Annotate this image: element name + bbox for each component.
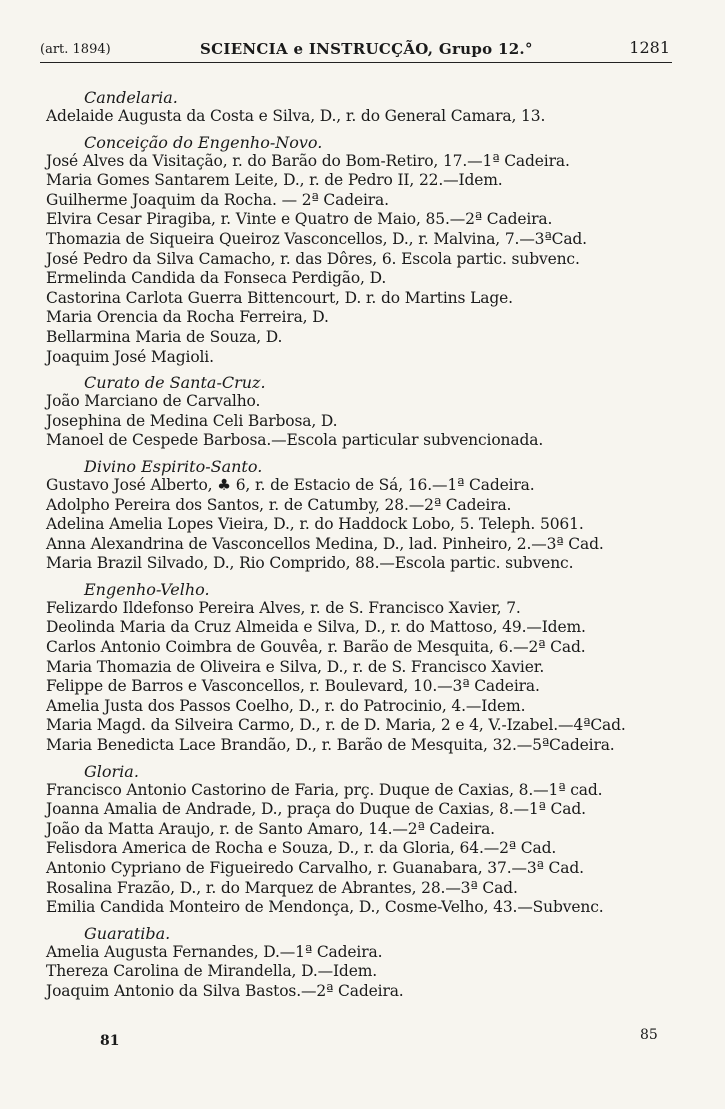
entry-list (40, 107, 700, 127)
entry-list (40, 392, 700, 451)
teacher-entry: José Alves da Visitação, r. do Barão do Bom-Retiro, 17.—1ª Cadeira. (46, 151, 570, 170)
teacher-entry: Adelina Amelia Lopes Vieira, D., r. do Haddock Lobo, 5. Teleph. 5061. (46, 515, 584, 534)
entry-list (40, 781, 700, 918)
footer-number: 85 (640, 1027, 658, 1043)
entry-list (40, 476, 700, 574)
district-title: Curato de Santa-Cruz. (84, 373, 266, 393)
teacher-entry: Amelia Justa dos Passos Coelho, D., r. do Patrocinio, 4.—Idem. (46, 696, 526, 715)
teacher-entry: Manoel de Cespede Barbosa.—Escola particular subvencionada. (46, 431, 544, 450)
teacher-entry: Deolinda Maria da Cruz Almeida e Silva, D., r. do Mattoso, 49.—Idem. (46, 618, 586, 637)
teacher-entry: Antonio Cypriano de Figueiredo Carvalho, r. Guanabara, 37.—3ª Cad. (46, 859, 584, 877)
teacher-entry: Amelia Augusta Fernandes, D.—1ª Cadeira. (46, 942, 383, 961)
teacher-entry: Elvira Cesar Piragiba, r. Vinte e Quatro de Maio, 85.—2ª Cadeira. (46, 210, 553, 229)
teacher-entry: José Pedro da Silva Camacho, r. das Dôres, 6. Escola partic. subvenc. (46, 249, 580, 268)
teacher-entry: Carlos Antonio Coimbra de Gouvêa, r. Barão de Mesquita, 6.—2ª Cad. (46, 638, 586, 657)
teacher-entry: Joanna Amalia de Andrade, D., praça do Duque de Caxias, 8.—1ª Cad. (46, 800, 586, 819)
teacher-entry: Adolpho Pereira dos Santos, r. de Catumby, 28.—2ª Cadeira. (46, 495, 512, 514)
teacher-entry: Castorina Carlota Guerra Bittencourt, D. r. do Martins Lage. (46, 288, 513, 307)
entry-list (40, 152, 700, 368)
district-section (40, 924, 700, 1002)
entry-list (40, 599, 700, 756)
teacher-entry: Bellarmina Maria de Souza, D. (46, 327, 283, 346)
teacher-entry: Felippe de Barros e Vasconcellos, r. Boulevard, 10.—3ª Cadeira. (46, 677, 540, 696)
header-section-title: SCIENCIA e INSTRUCÇÃO, Grupo 12.° (200, 40, 533, 58)
district-title: Divino Espirito-Santo. (84, 456, 263, 476)
teacher-entry: Ermelinda Candida da Fonseca Perdigão, D. (46, 269, 387, 288)
teacher-entry: Felisdora America de Rocha e Souza, D., r. da Gloria, 64.—2ª Cad. (46, 839, 557, 858)
district-section (40, 133, 700, 368)
district-section (40, 580, 700, 756)
teacher-entry: Joaquim Antonio da Silva Bastos.—2ª Cadeira. (46, 981, 404, 1000)
teacher-entry: Gustavo José Alberto, ♣ 6, r. de Estacio de Sá, 16.—1ª Cadeira. (46, 475, 535, 494)
directory-listing (40, 86, 700, 1008)
teacher-entry: Adelaide Augusta da Costa e Silva, D., r. do General Camara, 13. (46, 107, 546, 125)
district-title: Candelaria. (84, 88, 178, 107)
entry-list (40, 943, 700, 1002)
teacher-entry: Thereza Carolina de Mirandella, D.—Idem. (46, 962, 378, 981)
district-section (40, 762, 700, 918)
teacher-entry: Joaquim José Magioli. (46, 347, 214, 366)
teacher-entry: João Marciano de Carvalho. (46, 392, 261, 411)
teacher-entry: Anna Alexandrina de Vasconcellos Medina, D., lad. Pinheiro, 2.—3ª Cad. (46, 534, 604, 553)
teacher-entry: Francisco Antonio Castorino de Faria, prç. Duque de Caxias, 8.—1ª cad. (46, 780, 603, 799)
district-title: Gloria. (84, 761, 139, 781)
teacher-entry: Felizardo Ildefonso Pereira Alves, r. de S. Francisco Xavier, 7. (46, 598, 521, 617)
signature-mark: 81 (100, 1033, 120, 1049)
page-number: 1281 (629, 38, 670, 57)
teacher-entry: Maria Gomes Santarem Leite, D., r. de Pedro II, 22.—Idem. (46, 171, 503, 190)
teacher-entry: Maria Orencia da Rocha Ferreira, D. (46, 308, 329, 327)
teacher-entry: Maria Magd. da Silveira Carmo, D., r. de D. Maria, 2 e 4, V.-Izabel.—4ªCad. (46, 716, 626, 735)
teacher-entry: João da Matta Araujo, r. de Santo Amaro, 14.—2ª Cadeira. (46, 819, 495, 838)
teacher-entry: Maria Brazil Silvado, D., Rio Comprido, 88.—Escola partic. subvenc. (46, 554, 574, 573)
header-article-ref: (art. 1894) (40, 42, 111, 57)
running-header (40, 38, 672, 63)
teacher-entry: Maria Thomazia de Oliveira e Silva, D., r. de S. Francisco Xavier. (46, 657, 545, 676)
teacher-entry: Guilherme Joaquim da Rocha. — 2ª Cadeira. (46, 190, 389, 209)
teacher-entry: Emilia Candida Monteiro de Mendonça, D., Cosme-Velho, 43.—Subvenc. (46, 898, 604, 917)
teacher-entry: Maria Benedicta Lace Brandão, D., r. Barão de Mesquita, 32.—5ªCadeira. (46, 736, 615, 755)
district-section (40, 88, 700, 127)
district-title: Guaratiba. (84, 923, 171, 943)
district-section (40, 373, 700, 451)
teacher-entry: Josephina de Medina Celi Barbosa, D. (46, 411, 338, 430)
teacher-entry: Thomazia de Siqueira Queiroz Vasconcellos, D., r. Malvina, 7.—3ªCad. (46, 229, 587, 248)
teacher-entry: Rosalina Frazão, D., r. do Marquez de Abrantes, 28.—3ª Cad. (46, 878, 518, 897)
district-title: Conceição do Engenho-Novo. (84, 132, 323, 152)
district-section (40, 457, 700, 574)
district-title: Engenho-Velho. (84, 579, 210, 599)
